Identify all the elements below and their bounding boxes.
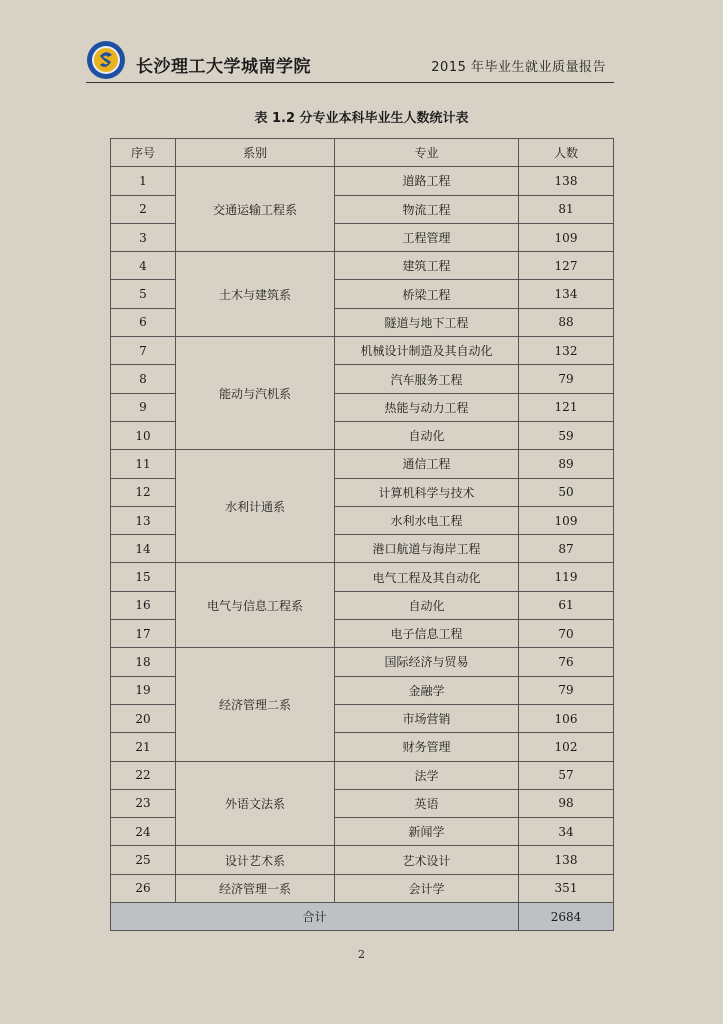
table-caption: 表 1.2 分专业本科毕业生人数统计表 (254, 111, 469, 126)
cell-major: 物流工程 (335, 195, 519, 223)
page-number: 2 (358, 948, 365, 961)
total-row (111, 903, 614, 931)
col-header-major: 专业 (335, 139, 519, 167)
cell-major: 市场营销 (335, 704, 519, 732)
total-label: 合计 (111, 903, 519, 931)
cell-major: 新闻学 (335, 818, 519, 846)
cell-department: 经济管理一系 (176, 874, 335, 902)
cell-major: 道路工程 (335, 167, 519, 195)
cell-count: 109 (519, 506, 614, 534)
table-row (111, 874, 614, 902)
cell-index: 1 (111, 167, 176, 195)
table-row (111, 252, 614, 280)
cell-count: 351 (519, 874, 614, 902)
cell-count: 138 (519, 167, 614, 195)
cell-major: 建筑工程 (335, 252, 519, 280)
cell-index: 20 (111, 704, 176, 732)
cell-index: 11 (111, 450, 176, 478)
school-logo-icon (86, 40, 126, 80)
cell-count: 102 (519, 733, 614, 761)
cell-department: 电气与信息工程系 (176, 563, 335, 648)
cell-count: 57 (519, 761, 614, 789)
cell-major: 自动化 (335, 421, 519, 449)
cell-major: 电气工程及其自动化 (335, 563, 519, 591)
cell-index: 12 (111, 478, 176, 506)
cell-index: 2 (111, 195, 176, 223)
table-row (111, 337, 614, 365)
cell-major: 汽车服务工程 (335, 365, 519, 393)
total-value: 2684 (519, 903, 614, 931)
cell-count: 79 (519, 676, 614, 704)
cell-index: 6 (111, 308, 176, 336)
cell-major: 法学 (335, 761, 519, 789)
cell-major: 水利水电工程 (335, 506, 519, 534)
cell-index: 4 (111, 252, 176, 280)
report-title: 2015 年毕业生就业质量报告 (431, 60, 606, 75)
cell-count: 59 (519, 421, 614, 449)
cell-count: 127 (519, 252, 614, 280)
cell-major: 工程管理 (335, 223, 519, 251)
cell-major: 英语 (335, 789, 519, 817)
cell-count: 138 (519, 846, 614, 874)
cell-count: 81 (519, 195, 614, 223)
cell-index: 17 (111, 620, 176, 648)
cell-index: 15 (111, 563, 176, 591)
cell-index: 25 (111, 846, 176, 874)
table-row (111, 167, 614, 195)
cell-count: 98 (519, 789, 614, 817)
cell-count: 50 (519, 478, 614, 506)
cell-count: 79 (519, 365, 614, 393)
cell-count: 76 (519, 648, 614, 676)
cell-major: 港口航道与海岸工程 (335, 535, 519, 563)
cell-count: 119 (519, 563, 614, 591)
cell-count: 132 (519, 337, 614, 365)
cell-count: 87 (519, 535, 614, 563)
cell-department: 能动与汽机系 (176, 337, 335, 450)
cell-major: 桥梁工程 (335, 280, 519, 308)
cell-count: 61 (519, 591, 614, 619)
graduates-table (110, 138, 614, 931)
cell-count: 134 (519, 280, 614, 308)
cell-count: 109 (519, 223, 614, 251)
cell-major: 隧道与地下工程 (335, 308, 519, 336)
cell-count: 88 (519, 308, 614, 336)
col-header-count: 人数 (519, 139, 614, 167)
cell-index: 22 (111, 761, 176, 789)
cell-major: 计算机科学与技术 (335, 478, 519, 506)
cell-index: 26 (111, 874, 176, 902)
cell-index: 13 (111, 506, 176, 534)
table-row (111, 450, 614, 478)
cell-major: 通信工程 (335, 450, 519, 478)
cell-department: 设计艺术系 (176, 846, 335, 874)
table-row (111, 563, 614, 591)
cell-index: 14 (111, 535, 176, 563)
cell-major: 国际经济与贸易 (335, 648, 519, 676)
cell-index: 16 (111, 591, 176, 619)
cell-major: 机械设计制造及其自动化 (335, 337, 519, 365)
cell-count: 70 (519, 620, 614, 648)
cell-index: 9 (111, 393, 176, 421)
cell-major: 艺术设计 (335, 846, 519, 874)
col-header-department: 系别 (176, 139, 335, 167)
col-header-index: 序号 (111, 139, 176, 167)
cell-department: 经济管理二系 (176, 648, 335, 761)
cell-count: 106 (519, 704, 614, 732)
page-header (86, 38, 614, 83)
table-row (111, 648, 614, 676)
cell-major: 财务管理 (335, 733, 519, 761)
cell-index: 24 (111, 818, 176, 846)
cell-index: 10 (111, 421, 176, 449)
cell-major: 自动化 (335, 591, 519, 619)
cell-department: 土木与建筑系 (176, 252, 335, 337)
cell-count: 34 (519, 818, 614, 846)
cell-major: 金融学 (335, 676, 519, 704)
cell-index: 5 (111, 280, 176, 308)
cell-department: 外语文法系 (176, 761, 335, 846)
cell-index: 8 (111, 365, 176, 393)
cell-index: 7 (111, 337, 176, 365)
cell-index: 3 (111, 223, 176, 251)
school-name: 长沙理工大学城南学院 (136, 57, 311, 77)
cell-index: 19 (111, 676, 176, 704)
cell-major: 会计学 (335, 874, 519, 902)
cell-count: 121 (519, 393, 614, 421)
cell-major: 电子信息工程 (335, 620, 519, 648)
table-row (111, 846, 614, 874)
cell-department: 交通运输工程系 (176, 167, 335, 252)
cell-index: 21 (111, 733, 176, 761)
table-row (111, 761, 614, 789)
cell-index: 18 (111, 648, 176, 676)
cell-major: 热能与动力工程 (335, 393, 519, 421)
cell-count: 89 (519, 450, 614, 478)
cell-department: 水利计通系 (176, 450, 335, 563)
table-header-row (111, 139, 614, 167)
cell-index: 23 (111, 789, 176, 817)
